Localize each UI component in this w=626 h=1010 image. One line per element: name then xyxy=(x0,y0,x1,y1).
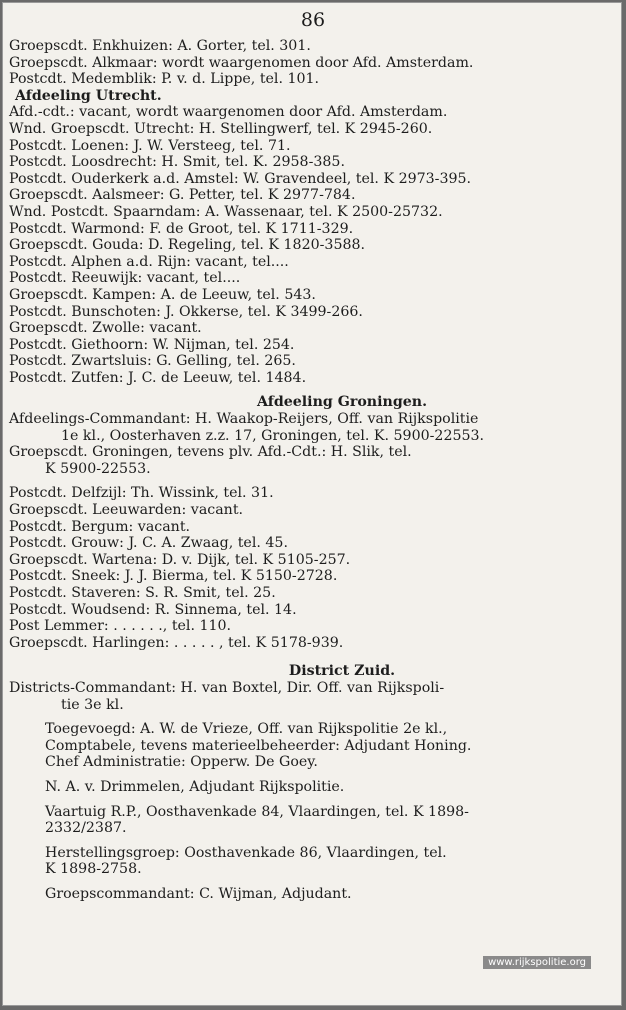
text-line: Postcdt. Giethoorn: W. Nijman, tel. 254. xyxy=(9,336,295,353)
text-line: Post Lemmer: . . . . . ., tel. 110. xyxy=(9,618,232,635)
text-line: Wnd. Groepscdt. Utrecht: H. Stellingwerf, tel. K 2945-260. xyxy=(9,120,433,137)
text-line: Vaartuig R.P., Oosthavenkade 84, Vlaardingen, tel. K 1898- xyxy=(45,803,469,820)
text-line: Groepscdt. Wartena: D. v. Dijk, tel. K 5105-257. xyxy=(9,551,351,568)
text-line: 2332/2387. xyxy=(45,820,127,837)
text-line: Postcdt. Loosdrecht: H. Smit, tel. K. 2958-385. xyxy=(9,154,345,171)
text-line: 1e kl., Oosterhaven z.z. 17, Groningen, tel. K. 5900-22553. xyxy=(61,427,485,444)
text-line: Postcdt. Sneek: J. J. Bierma, tel. K 5150-2728. xyxy=(9,568,338,585)
text-line: Wnd. Postcdt. Spaarndam: A. Wassenaar, tel. K 2500-25732. xyxy=(9,203,443,220)
page-content xyxy=(9,38,615,903)
text-line: Districts-Commandant: H. van Boxtel, Dir. Off. van Rijkspoli- xyxy=(9,679,445,696)
text-line: Afdeelings-Commandant: H. Waakop-Reijers, Off. van Rijkspolitie xyxy=(9,411,479,428)
text-line: Herstellingsgroep: Oosthavenkade 86, Vlaardingen, tel. xyxy=(45,844,447,861)
text-line: Postcdt. Ouderkerk a.d. Amstel: W. Gravendeel, tel. K 2973-395. xyxy=(9,170,472,187)
text-line: Postcdt. Zutfen: J. C. de Leeuw, tel. 1484. xyxy=(9,369,307,386)
text-line: Groepscdt. Aalsmeer: G. Petter, tel. K 2977-784. xyxy=(9,187,356,204)
text-line: Groepscdt. Harlingen: . . . . . , tel. K 5178-939. xyxy=(9,634,344,651)
section-heading-zuid: District Zuid. xyxy=(288,663,396,680)
section-heading-groningen: Afdeeling Groningen. xyxy=(256,394,428,411)
text-line: Groepscdt. Gouda: D. Regeling, tel. K 1820-3588. xyxy=(9,237,366,254)
text-line: K 1898-2758. xyxy=(45,861,142,878)
text-line: Postcdt. Alphen a.d. Rijn: vacant, tel.... xyxy=(9,253,289,270)
text-line: Groepscommandant: C. Wijman, Adjudant. xyxy=(45,885,352,902)
text-line: Chef Administratie: Opperw. De Goey. xyxy=(45,754,318,771)
text-line: Postcdt. Loenen: J. W. Versteeg, tel. 71. xyxy=(9,137,291,154)
text-line: Comptabele, tevens materieelbeheerder: Adjudant Honing. xyxy=(45,737,472,754)
page-number: 86 xyxy=(300,9,326,31)
text-line: Postcdt. Warmond: F. de Groot, tel. K 1711-329. xyxy=(9,220,354,237)
text-line: Postcdt. Woudsend: R. Sinnema, tel. 14. xyxy=(9,601,297,618)
document-page xyxy=(2,2,622,1006)
text-line: Postcdt. Grouw: J. C. A. Zwaag, tel. 45. xyxy=(9,535,288,552)
text-line: Postcdt. Delfzijl: Th. Wissink, tel. 31. xyxy=(9,485,274,502)
text-line: tie 3e kl. xyxy=(61,696,124,713)
text-line: Groepscdt. Groningen, tevens plv. Afd.-Cdt.: H. Slik, tel. xyxy=(9,444,412,461)
text-line: N. A. v. Drimmelen, Adjudant Rijkspolitie. xyxy=(45,778,345,795)
text-line: Groepscdt. Zwolle: vacant. xyxy=(9,320,202,337)
text-line: Postcdt. Bunschoten: J. Okkerse, tel. K 3499-266. xyxy=(9,303,363,320)
text-line: K 5900-22553. xyxy=(45,460,151,477)
text-line: Postcdt. Zwartsluis: G. Gelling, tel. 265. xyxy=(9,353,296,370)
text-line: Groepscdt. Kampen: A. de Leeuw, tel. 543. xyxy=(9,286,316,303)
text-line: Groepscdt. Leeuwarden: vacant. xyxy=(9,502,244,519)
text-line: Toegevoegd: A. W. de Vrieze, Off. van Rijkspolitie 2e kl., xyxy=(45,721,448,738)
watermark: www.rijkspolitie.org xyxy=(483,956,591,969)
text-line: Afd.-cdt.: vacant, wordt waargenomen door Afd. Amsterdam. xyxy=(9,104,448,121)
text-line: Postcdt. Reeuwijk: vacant, tel.... xyxy=(9,270,241,287)
text-line: Postcdt. Medemblik: P. v. d. Lippe, tel. 101. xyxy=(9,71,320,88)
text-line: Postcdt. Bergum: vacant. xyxy=(9,518,191,535)
text-line: Groepscdt. Enkhuizen: A. Gorter, tel. 301. xyxy=(9,38,311,54)
text-line: Groepscdt. Alkmaar: wordt waargenomen door Afd. Amsterdam. xyxy=(9,54,474,71)
text-line: Postcdt. Staveren: S. R. Smit, tel. 25. xyxy=(9,585,276,601)
section-heading-utrecht: Afdeeling Utrecht. xyxy=(15,87,162,104)
